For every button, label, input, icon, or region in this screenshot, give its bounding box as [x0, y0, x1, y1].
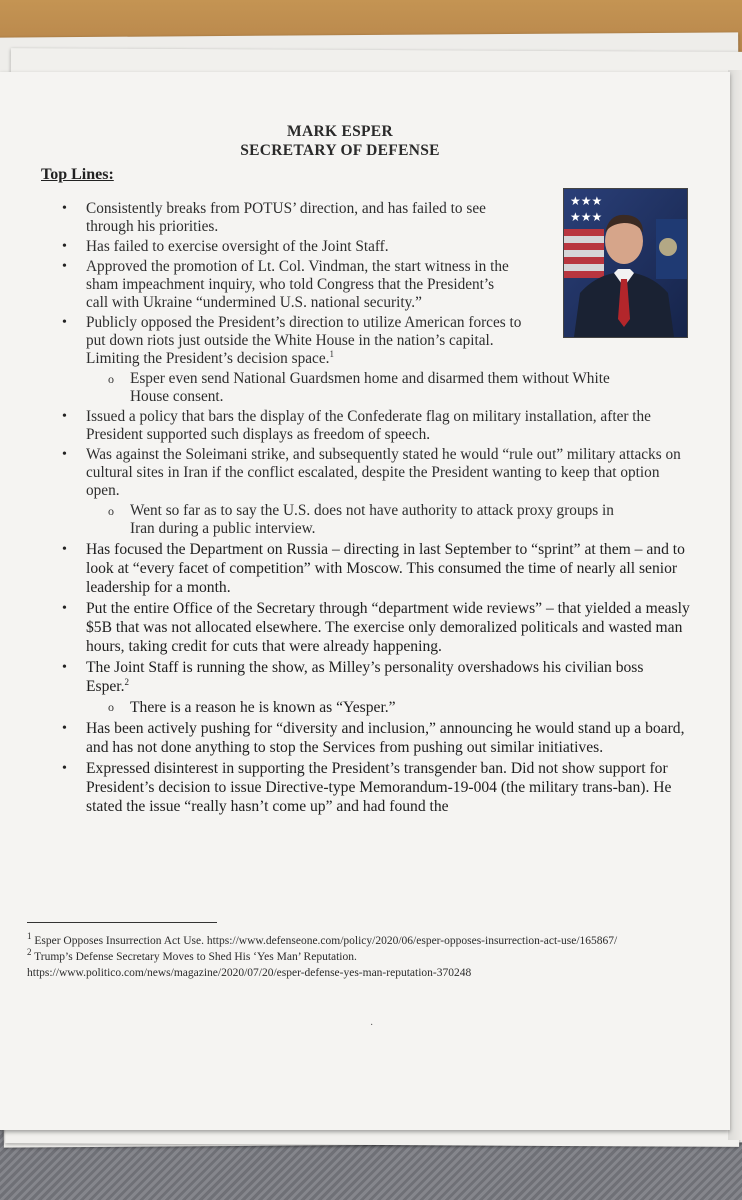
footnotes — [27, 931, 647, 982]
list-item — [0, 408, 700, 444]
list-item — [0, 658, 700, 696]
bullet-text: Expressed disinterest in supporting the President’s transgender ban. Did not show support for President’s decision to issue Directive-type Memorandum-19-004 (the military trans-ban). He stated the issue “really hasn’t come up” and had found the — [86, 760, 672, 815]
bullet-text: Publicly opposed the President’s direction to utilize American forces to put down riots just outside the White House in the nation’s capital. Limiting the President’s decision space. — [86, 314, 522, 367]
footnote-text: Trump’s Defense Secretary Moves to Shed His ‘Yes Man’ Reputation. — [31, 951, 357, 963]
list-item — [0, 719, 700, 757]
document-title-name: MARK ESPER — [287, 123, 393, 140]
sub-list-item — [0, 698, 700, 717]
list-item — [0, 599, 700, 656]
section-heading-top-lines: Top Lines: — [41, 166, 114, 183]
bullet-text: Issued a policy that bars the display of the Confederate flag on military installation, after the President supported such displays as freedom of speech. — [86, 408, 651, 443]
footnote-number: 1 — [27, 931, 32, 942]
sub-list-item — [0, 370, 700, 406]
footnote-2-url: https://www.politico.com/news/magazine/2020/07/20/esper-defense-yes-man-reputation-370248 — [27, 967, 472, 979]
footnote-ref: 2 — [124, 676, 130, 687]
list-item — [0, 540, 700, 597]
list-item — [0, 200, 700, 236]
svg-text:★★★: ★★★ — [570, 194, 603, 208]
svg-text:★★★: ★★★ — [570, 210, 603, 224]
bullet-text: Consistently breaks from POTUS’ direction, and has failed to see through his priorities. — [86, 200, 486, 235]
footnote-number: 2 — [27, 947, 32, 958]
top-lines-list — [0, 200, 700, 818]
sub-bullet-text: Esper even send National Guardsmen home and disarmed them without White House consent. — [130, 370, 610, 405]
sub-bullet-text: There is a reason he is known as “Yesper.” — [130, 699, 396, 716]
paper-stack-edge — [728, 70, 742, 1140]
bullet-text: Was against the Soleimani strike, and subsequently stated he would “rule out” military attacks on cultural sites in Iran if the conflict escalated, despite the President wanting to keep that option open. — [86, 446, 681, 499]
bullet-text: Has failed to exercise oversight of the Joint Staff. — [86, 238, 389, 255]
footnote-ref: 1 — [329, 348, 334, 359]
bullet-text: The Joint Staff is running the show, as Milley’s personality overshadows his civilian boss Esper. — [86, 659, 644, 695]
list-item — [0, 314, 700, 368]
sub-list-item — [0, 502, 700, 538]
bullet-text: Has been actively pushing for “diversity and inclusion,” announcing he would stand up a board, and has not done anything to stop the Services from pushing out similar initiatives. — [86, 720, 685, 756]
list-item — [0, 759, 700, 816]
footnote-2 — [27, 947, 647, 965]
footnote-text: Esper Opposes Insurrection Act Use. https://www.defenseone.com/policy/2020/06/esper-opposes-insurrection-act-use/165867/ — [31, 935, 618, 947]
list-item — [0, 446, 700, 500]
list-item — [0, 238, 700, 256]
sub-bullet-text: Went so far as to say the U.S. does not have authority to attack proxy groups in Iran during a public interview. — [130, 502, 614, 537]
footnote-divider — [27, 922, 217, 923]
page-mark: · — [370, 1020, 374, 1031]
bullet-text: Approved the promotion of Lt. Col. Vindman, the start witness in the sham impeachment inquiry, who told Congress that the President’s call with Ukraine “undermined U.S. national security.” — [86, 258, 509, 311]
list-item — [0, 258, 700, 312]
footnote-1 — [27, 931, 647, 949]
document-title-position: SECRETARY OF DEFENSE — [240, 142, 440, 159]
bullet-text: Has focused the Department on Russia – directing in last September to “sprint” at them – and to look at “every facet of competition” with Moscow. This consumed the time of nearly all senior leadership for a month. — [86, 541, 685, 596]
bullet-text: Put the entire Office of the Secretary through “department wide reviews” – that yielded a measly $5B that was not allocated elsewhere. The exercise only demoralized politicals and wasted man hours, taking credit for cuts that were already happening. — [86, 600, 690, 655]
